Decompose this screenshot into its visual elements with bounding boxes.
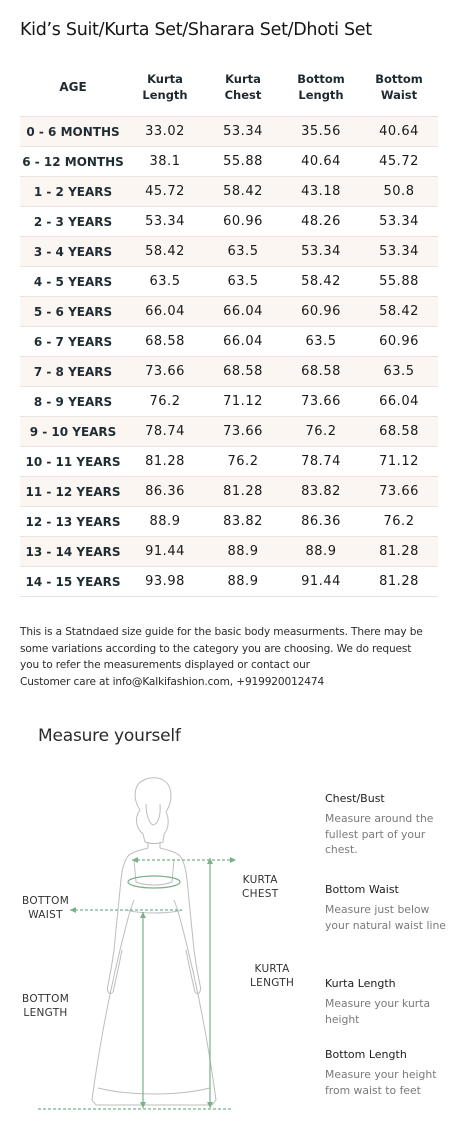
note-line: you to refer the measurements displayed or contact our — [20, 659, 310, 671]
legend-bottom-length — [325, 1048, 450, 1098]
note-line: some variations according to the category you are choosing. We do request — [20, 642, 412, 655]
cell-kurta-chest: 88.9 — [204, 537, 282, 567]
cell-age: 6 - 7 YEARS — [20, 327, 126, 357]
cell-kurta-length: 73.66 — [126, 357, 204, 387]
cell-age: 11 - 12 YEARS — [20, 477, 126, 507]
cell-bottom-length: 48.26 — [282, 207, 360, 237]
table-row — [20, 507, 438, 537]
measure-yourself-heading: Measure yourself — [38, 726, 181, 746]
cell-bottom-length: 53.34 — [282, 237, 360, 267]
cell-kurta-chest: 76.2 — [204, 447, 282, 477]
cell-kurta-chest: 53.34 — [204, 117, 282, 147]
body-measurement-diagram — [0, 760, 310, 1120]
header-kurta-chest: Kurta Chest — [224, 72, 262, 102]
cell-age: 10 - 11 YEARS — [20, 447, 126, 477]
cell-bottom-length: 40.64 — [282, 147, 360, 177]
cell-kurta-chest: 63.5 — [204, 267, 282, 297]
cell-bottom-waist: 53.34 — [360, 207, 438, 237]
label-kurta-length: KURTA LENGTH — [250, 963, 295, 989]
cell-bottom-length: 88.9 — [282, 537, 360, 567]
label-kurta-chest: KURTA CHEST — [242, 874, 279, 900]
cell-kurta-length: 78.74 — [126, 417, 204, 447]
cell-kurta-length: 66.04 — [126, 297, 204, 327]
label-bottom-waist: BOTTOM WAIST — [22, 895, 70, 921]
cell-bottom-waist: 81.28 — [360, 567, 438, 597]
cell-kurta-length: 88.9 — [126, 507, 204, 537]
cell-bottom-length: 35.56 — [282, 117, 360, 147]
cell-kurta-chest: 66.04 — [204, 327, 282, 357]
cell-bottom-length: 86.36 — [282, 507, 360, 537]
legend-description: Measure around the fullest part of your chest. — [325, 812, 434, 856]
table-row — [20, 297, 438, 327]
cell-kurta-length: 53.34 — [126, 207, 204, 237]
cell-bottom-waist: 68.58 — [360, 417, 438, 447]
cell-kurta-length: 93.98 — [126, 567, 204, 597]
cell-kurta-length: 68.58 — [126, 327, 204, 357]
cell-kurta-length: 86.36 — [126, 477, 204, 507]
cell-bottom-waist: 53.34 — [360, 237, 438, 267]
header-age: AGE — [59, 80, 87, 94]
cell-kurta-chest: 63.5 — [204, 237, 282, 267]
cell-kurta-chest: 88.9 — [204, 567, 282, 597]
legend-heading: Kurta Length — [325, 977, 396, 990]
legend-heading: Chest/Bust — [325, 792, 385, 805]
cell-kurta-chest: 68.58 — [204, 357, 282, 387]
cell-bottom-length: 91.44 — [282, 567, 360, 597]
cell-kurta-chest: 71.12 — [204, 387, 282, 417]
cell-kurta-length: 91.44 — [126, 537, 204, 567]
cell-kurta-chest: 55.88 — [204, 147, 282, 177]
cell-kurta-length: 76.2 — [126, 387, 204, 417]
table-row — [20, 327, 438, 357]
cell-age: 2 - 3 YEARS — [20, 207, 126, 237]
cell-bottom-length: 60.96 — [282, 297, 360, 327]
size-chart-table — [20, 58, 438, 597]
table-row — [20, 447, 438, 477]
legend-heading: Bottom Length — [325, 1048, 407, 1061]
label-bottom-length: BOTTOM LENGTH — [22, 993, 70, 1019]
table-row — [20, 177, 438, 207]
cell-bottom-waist: 55.88 — [360, 267, 438, 297]
page-title: Kid’s Suit/Kurta Set/Sharara Set/Dhoti Set — [20, 20, 372, 40]
cell-bottom-waist: 66.04 — [360, 387, 438, 417]
size-guide-note — [20, 624, 440, 690]
cell-bottom-waist: 71.12 — [360, 447, 438, 477]
cell-kurta-length: 45.72 — [126, 177, 204, 207]
cell-bottom-waist: 50.8 — [360, 177, 438, 207]
cell-age: 6 - 12 MONTHS — [20, 147, 126, 177]
cell-kurta-chest: 58.42 — [204, 177, 282, 207]
cell-bottom-length: 76.2 — [282, 417, 360, 447]
table-row — [20, 477, 438, 507]
cell-age: 5 - 6 YEARS — [20, 297, 126, 327]
cell-bottom-length: 83.82 — [282, 477, 360, 507]
cell-bottom-length: 63.5 — [282, 327, 360, 357]
cell-bottom-waist: 81.28 — [360, 537, 438, 567]
cell-kurta-chest: 60.96 — [204, 207, 282, 237]
cell-kurta-length: 63.5 — [126, 267, 204, 297]
cell-age: 0 - 6 MONTHS — [20, 117, 126, 147]
cell-age: 3 - 4 YEARS — [20, 237, 126, 267]
cell-bottom-waist: 60.96 — [360, 327, 438, 357]
table-row — [20, 267, 438, 297]
cell-age: 14 - 15 YEARS — [20, 567, 126, 597]
note-line: This is a Statndaed size guide for the basic body measurments. There may be — [20, 626, 423, 638]
cell-kurta-length: 38.1 — [126, 147, 204, 177]
table-row — [20, 567, 438, 597]
cell-bottom-length: 43.18 — [282, 177, 360, 207]
table-row — [20, 537, 438, 567]
legend-heading: Bottom Waist — [325, 883, 399, 896]
table-row — [20, 117, 438, 147]
cell-kurta-chest: 83.82 — [204, 507, 282, 537]
legend-description: Measure your kurta height — [325, 997, 431, 1026]
table-row — [20, 357, 438, 387]
note-line: Customer care at info@Kalkifashion.com, +919920012474 — [20, 675, 325, 688]
cell-age: 4 - 5 YEARS — [20, 267, 126, 297]
cell-bottom-waist: 40.64 — [360, 117, 438, 147]
header-bottom-length: Bottom Length — [297, 72, 345, 102]
cell-age: 9 - 10 YEARS — [20, 417, 126, 447]
legend-bottom-waist — [325, 883, 450, 933]
cell-bottom-waist: 73.66 — [360, 477, 438, 507]
cell-kurta-chest: 73.66 — [204, 417, 282, 447]
cell-age: 7 - 8 YEARS — [20, 357, 126, 387]
table-row — [20, 237, 438, 267]
cell-kurta-length: 33.02 — [126, 117, 204, 147]
header-kurta-length: Kurta Length — [142, 72, 188, 102]
table-row — [20, 417, 438, 447]
table-row — [20, 387, 438, 417]
cell-bottom-length: 73.66 — [282, 387, 360, 417]
cell-age: 12 - 13 YEARS — [20, 507, 126, 537]
table-row — [20, 147, 438, 177]
cell-age: 13 - 14 YEARS — [20, 537, 126, 567]
figure-outline — [92, 778, 216, 1105]
legend-chest-bust — [325, 792, 450, 858]
header-bottom-waist: Bottom Waist — [375, 72, 423, 102]
cell-bottom-waist: 45.72 — [360, 147, 438, 177]
legend-description: Measure your height from waist to feet — [325, 1068, 437, 1097]
cell-kurta-chest: 81.28 — [204, 477, 282, 507]
cell-bottom-length: 58.42 — [282, 267, 360, 297]
cell-bottom-waist: 63.5 — [360, 357, 438, 387]
table-header-row — [20, 58, 438, 117]
cell-age: 1 - 2 YEARS — [20, 177, 126, 207]
table-row — [20, 207, 438, 237]
cell-age: 8 - 9 YEARS — [20, 387, 126, 417]
cell-kurta-chest: 66.04 — [204, 297, 282, 327]
cell-kurta-length: 58.42 — [126, 237, 204, 267]
cell-bottom-waist: 76.2 — [360, 507, 438, 537]
cell-bottom-length: 78.74 — [282, 447, 360, 477]
cell-bottom-waist: 58.42 — [360, 297, 438, 327]
cell-bottom-length: 68.58 — [282, 357, 360, 387]
legend-kurta-length — [325, 977, 450, 1027]
cell-kurta-length: 81.28 — [126, 447, 204, 477]
legend-description: Measure just below your natural waist line — [325, 903, 446, 932]
